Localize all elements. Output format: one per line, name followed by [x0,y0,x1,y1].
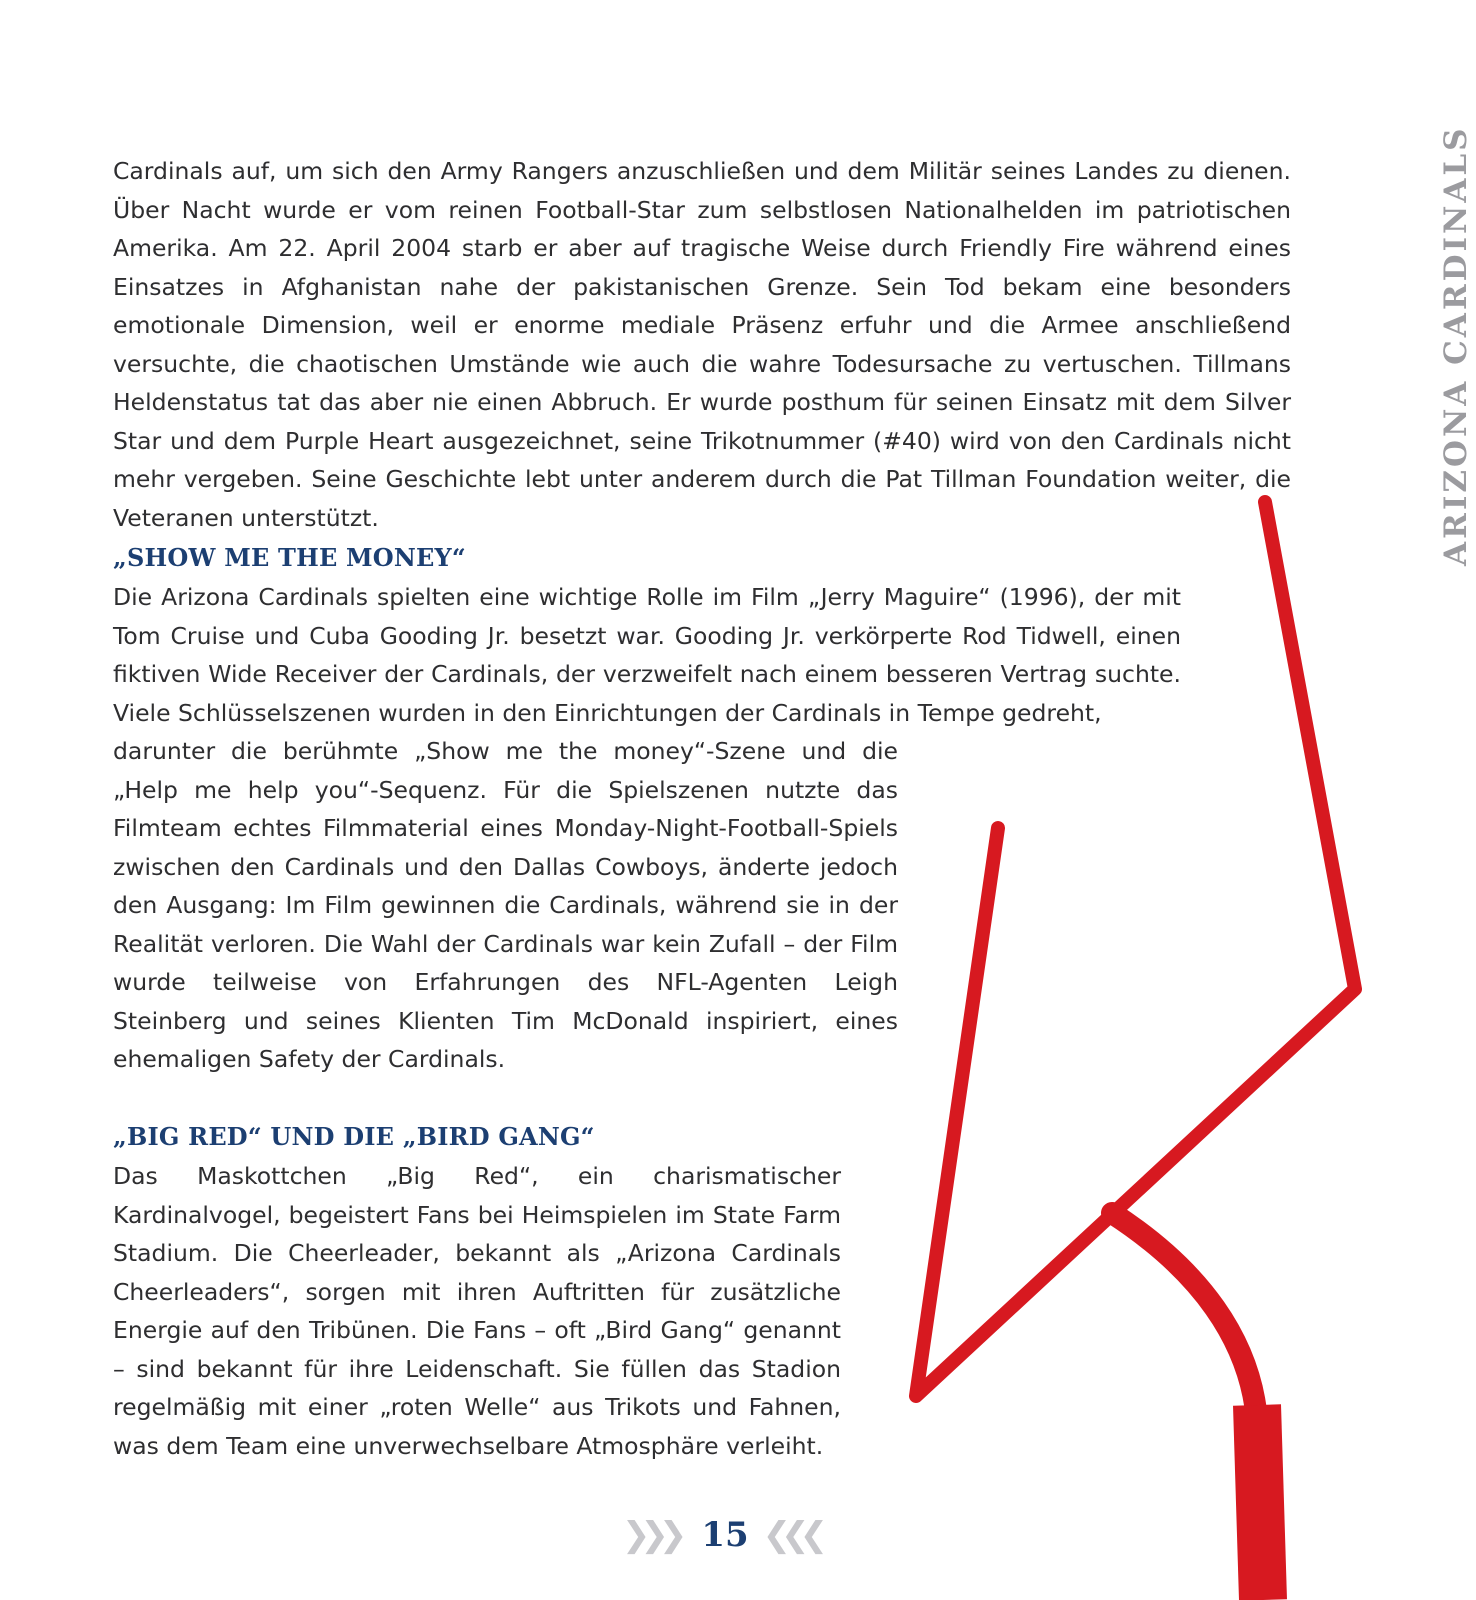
goalpost-upright-right [916,502,1355,1396]
side-title: ARIZONA CARDINALS [1438,125,1474,566]
goalpost-base [1257,1405,1263,1600]
intro-paragraph: Cardinals auf, um sich den Army Rangers anzuschließen und dem Militär seines Landes zu dienen. Über Nacht wurde er vom reinen Football-Star zum selbstlosen Nationalhelden im patriotischen Amerika. Am 22. April 2004 starb er aber auf tragische Weise durch Friendly Fire während eines Einsatzes in Afghanistan nahe der pakistanischen Grenze. Sein Tod bekam eine besonders emotionale Dimension, weil er enorme mediale Präsenz erfuhr und die Armee anschließend versuchte, die chaotischen Umstände wie auch die wahre Todesursache zu vertuschen. Tillmans Heldenstatus tat das aber nie einen Abbruch. Er wurde posthum für seinen Einsatz mit dem Silver Star und dem Purple Heart ausgezeichnet, seine Trikotnummer (#40) wird von den Cardinals nicht mehr vergeben. Seine Geschichte lebt unter anderem durch die Pat Tillman Foundation weiter, die Veteranen unterstützt. [113,157,1291,532]
section-heading-big-red: „BIG RED“ UND DIE „BIRD GANG“ [113,1122,595,1151]
page-number: 15 [701,1515,749,1555]
chevrons-right-icon: ❯❯❯ [621,1515,678,1555]
section-heading-show-me-the-money: „SHOW ME THE MONEY“ [113,543,466,572]
goalpost-neck [1112,1213,1257,1420]
section-1-paragraph-wide: Die Arizona Cardinals spielten eine wichtige Rolle im Film „Jerry Maguire“ (1996), der mit Tom Cruise und Cuba Gooding Jr. besetzt war. Gooding Jr. verkörperte Rod Tidwell, einen fiktiven Wide Receiver der Cardinals, der verzweifelt nach einem besseren Vertrag suchte. Viele Schlüsselszenen wurden in den Einrichtungen der Cardinals in Tempe gedreht, [113,583,1181,727]
page-number-footer [620,1510,820,1560]
chevrons-left-icon: ❮❮❮ [762,1515,819,1555]
section-2-paragraph: Das Maskottchen „Big Red“, ein charismatischer Kardinalvogel, begeistert Fans bei Heimspielen im State Farm Stadium. Die Cheerleader, bekannt als „Arizona Cardinals Cheerleaders“, sorgen mit ihren Auftritten für zusätzliche Energie auf den Tribünen. Die Fans – oft „Bird Gang“ genannt – sind bekannt für ihre Leidenschaft. Sie füllen das Stadion regelmäßig mit einer „roten Welle“ aus Trikots und Fahnen, was dem Team eine unverwechselbare Atmosphäre verleiht. [113,1162,841,1460]
section-1-paragraph-narrow: darunter die berühmte „Show me the money“-Szene und die „Help me help you“-Sequenz. Für die Spielszenen nutzte das Filmteam echtes Filmmaterial eines Monday-Night-Football-Spiels zwischen den Cardinals und den Dallas Cowboys, änderte jedoch den Ausgang: Im Film gewinnen die Cardinals, während sie in der Realität verloren. Die Wahl der Cardinals war kein Zufall – der Film wurde teilweise von Erfahrungen des NFL-Agenten Leigh Steinberg und seines Klienten Tim McDonald inspiriert, eines ehemaligen Safety der Cardinals. [113,737,898,1073]
